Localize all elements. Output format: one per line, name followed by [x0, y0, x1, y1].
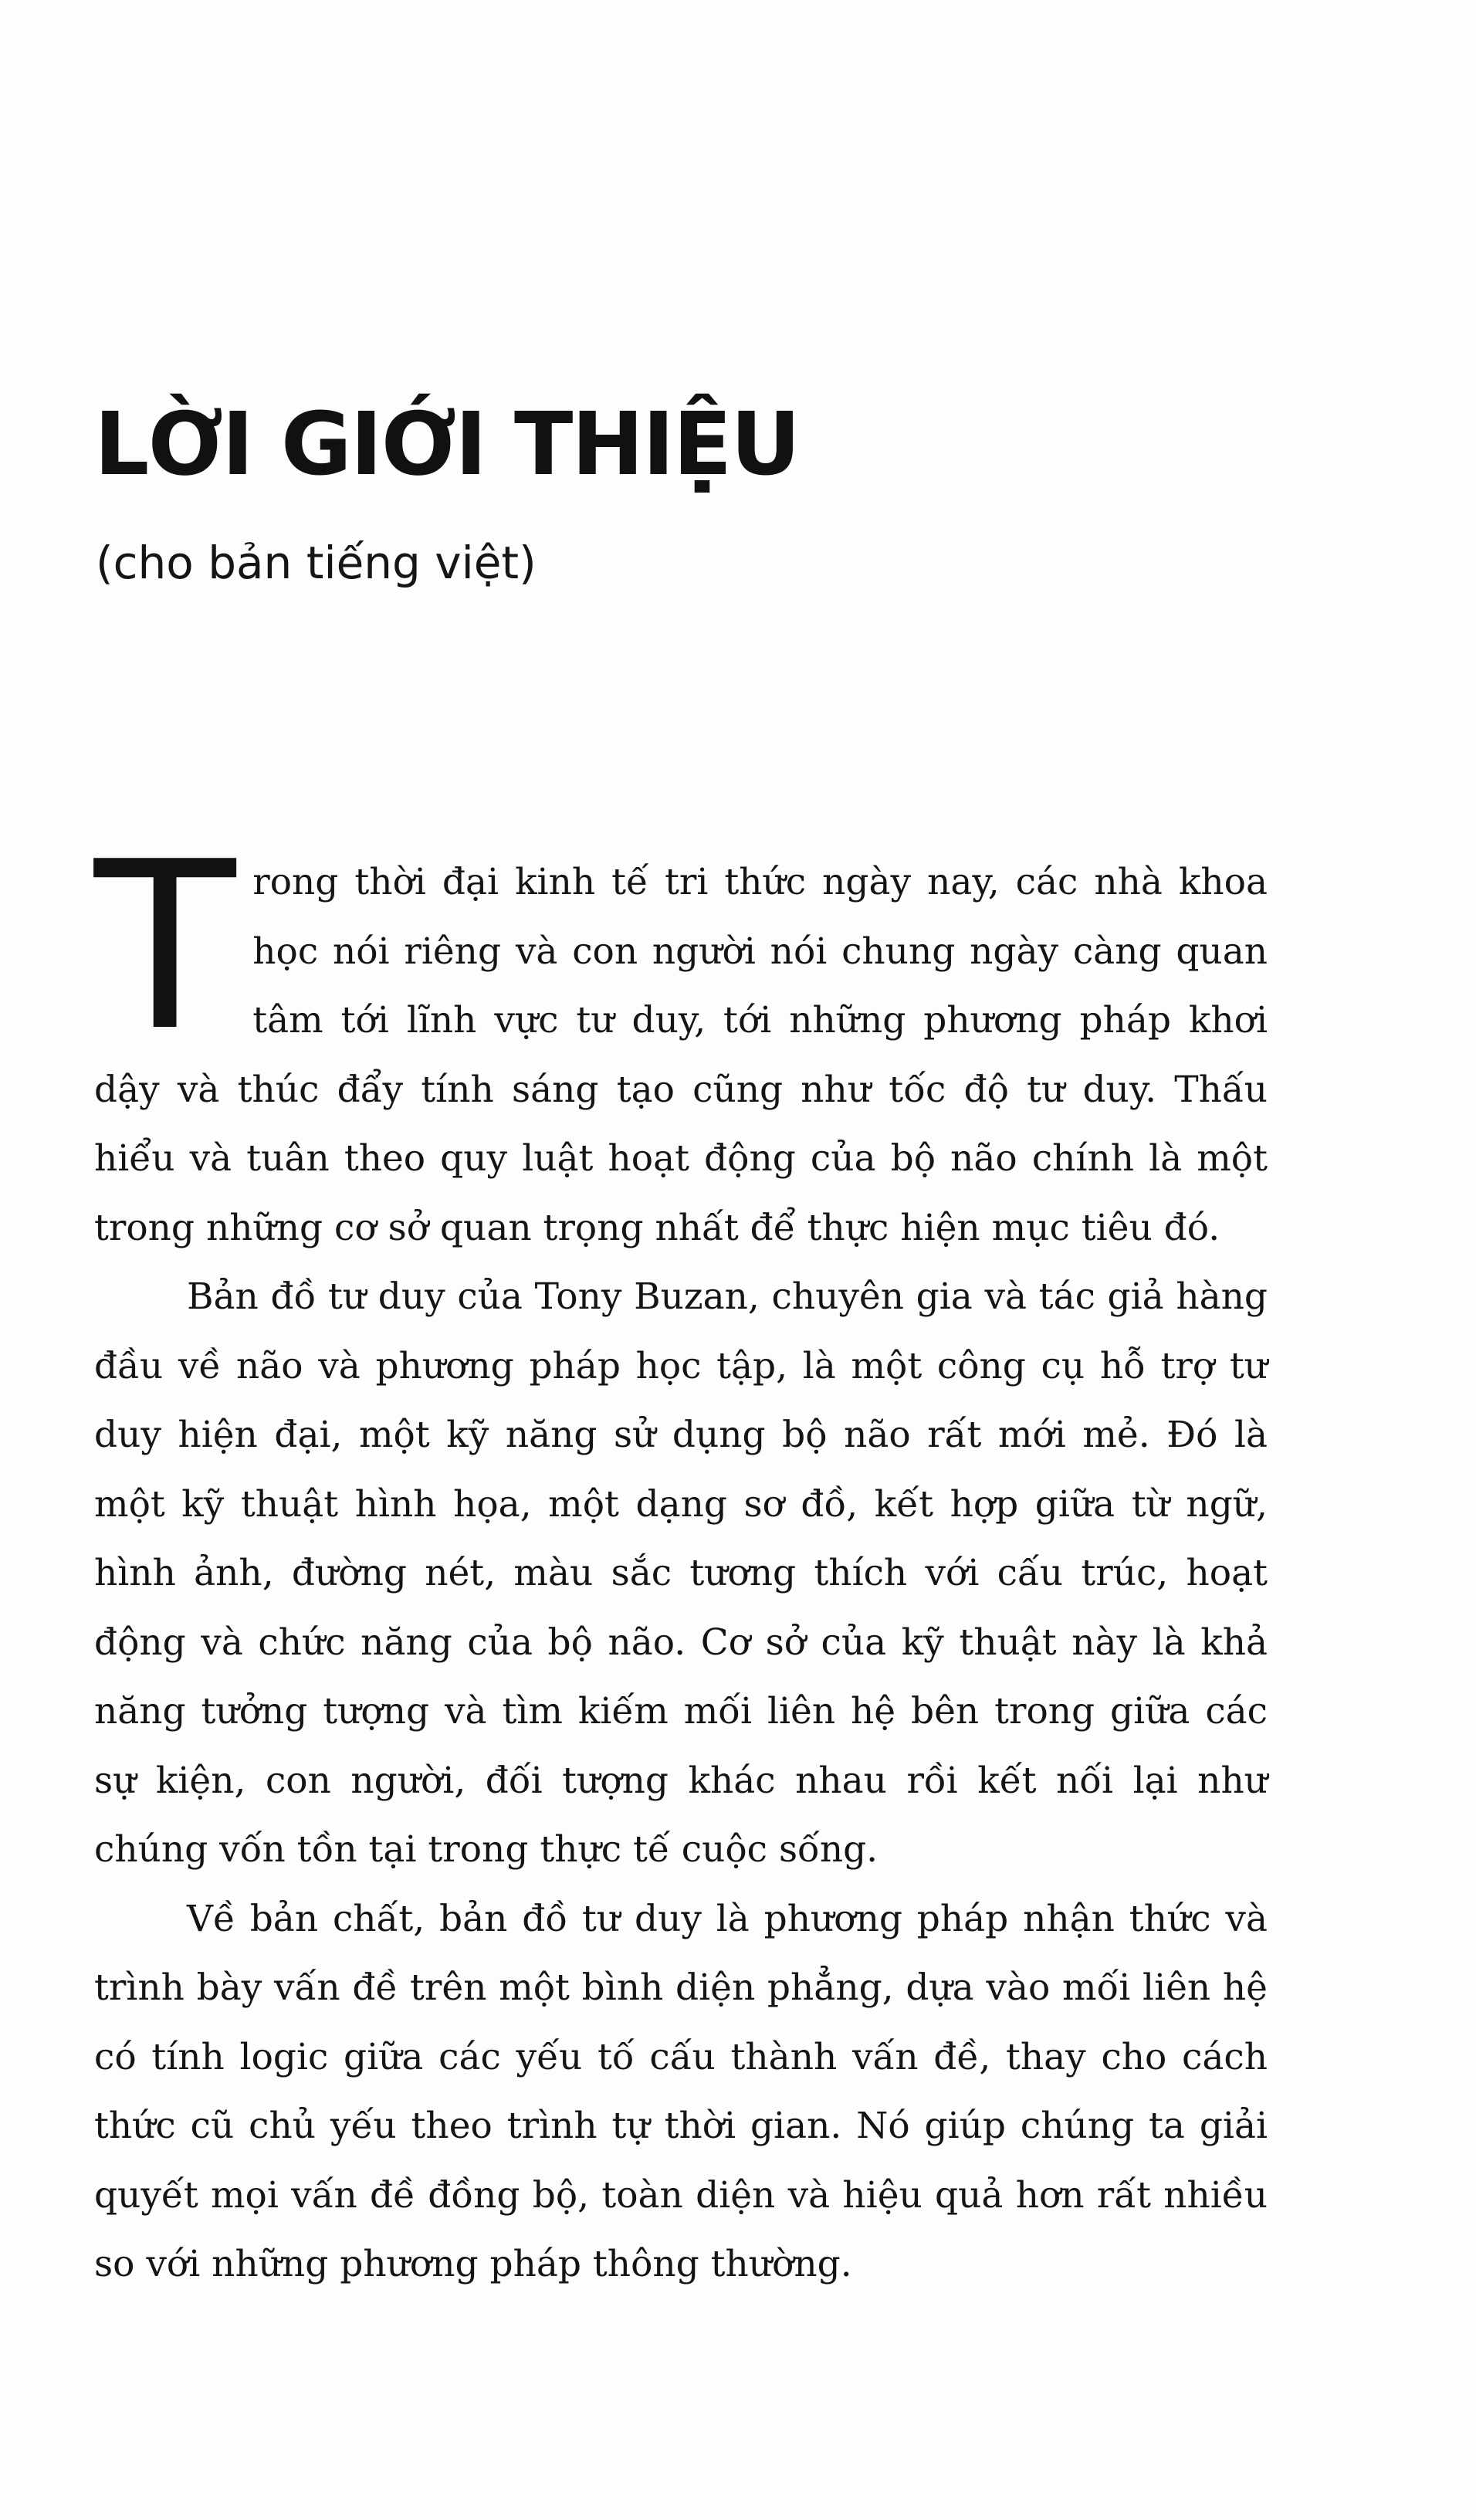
- drop-cap: T: [94, 812, 236, 1082]
- page-subtitle: (cho bản tiếng việt): [96, 537, 537, 589]
- paragraph-1-text: rong thời đại kinh tế tri thức ngày nay, các nhà khoa học nói riêng và con người nói chung ngày càng quan tâm tới lĩnh vực tư duy, tới những phương pháp khơi dậy và thúc đẩy tính sáng tạo cũng như tốc độ tư duy. Thấu hiểu và tuân theo quy luật hoạt động của bộ não chính là một trong những cơ sở quan trọng nhất để thực hiện mục tiêu đó.: [94, 861, 1268, 1249]
- page-title: LỜI GIỚI THIỆU: [94, 395, 800, 495]
- paragraph-1: [94, 812, 1268, 1262]
- paragraph-2: Bản đồ tư duy của Tony Buzan, chuyên gia và tác giả hàng đầu về não và phương pháp học tập, là một công cụ hỗ trợ tư duy hiện đại, một kỹ năng sử dụng bộ não rất mới mẻ. Đó là một kỹ thuật hình họa, một dạng sơ đồ, kết hợp giữa từ ngữ, hình ảnh, đường nét, màu sắc tương thích với cấu trúc, hoạt động và chức năng của bộ não. Cơ sở của kỹ thuật này là khả năng tưởng tượng và tìm kiếm mối liên hệ bên trong giữa các sự kiện, con người, đối tượng khác nhau rồi kết nối lại như chúng vốn tồn tại trong thực tế cuộc sống.: [94, 1275, 1268, 1871]
- paragraph-3: Về bản chất, bản đồ tư duy là phương pháp nhận thức và trình bày vấn đề trên một bình diện phẳng, dựa vào mối liên hệ có tính logic giữa các yếu tố cấu thành vấn đề, thay cho cách thức cũ chủ yếu theo trình tự thời gian. Nó giúp chúng ta giải quyết mọi vấn đề đồng bộ, toàn diện và hiệu quả hơn rất nhiều so với những phương pháp thông thường.: [94, 1897, 1268, 2285]
- body-text: [94, 812, 1268, 2299]
